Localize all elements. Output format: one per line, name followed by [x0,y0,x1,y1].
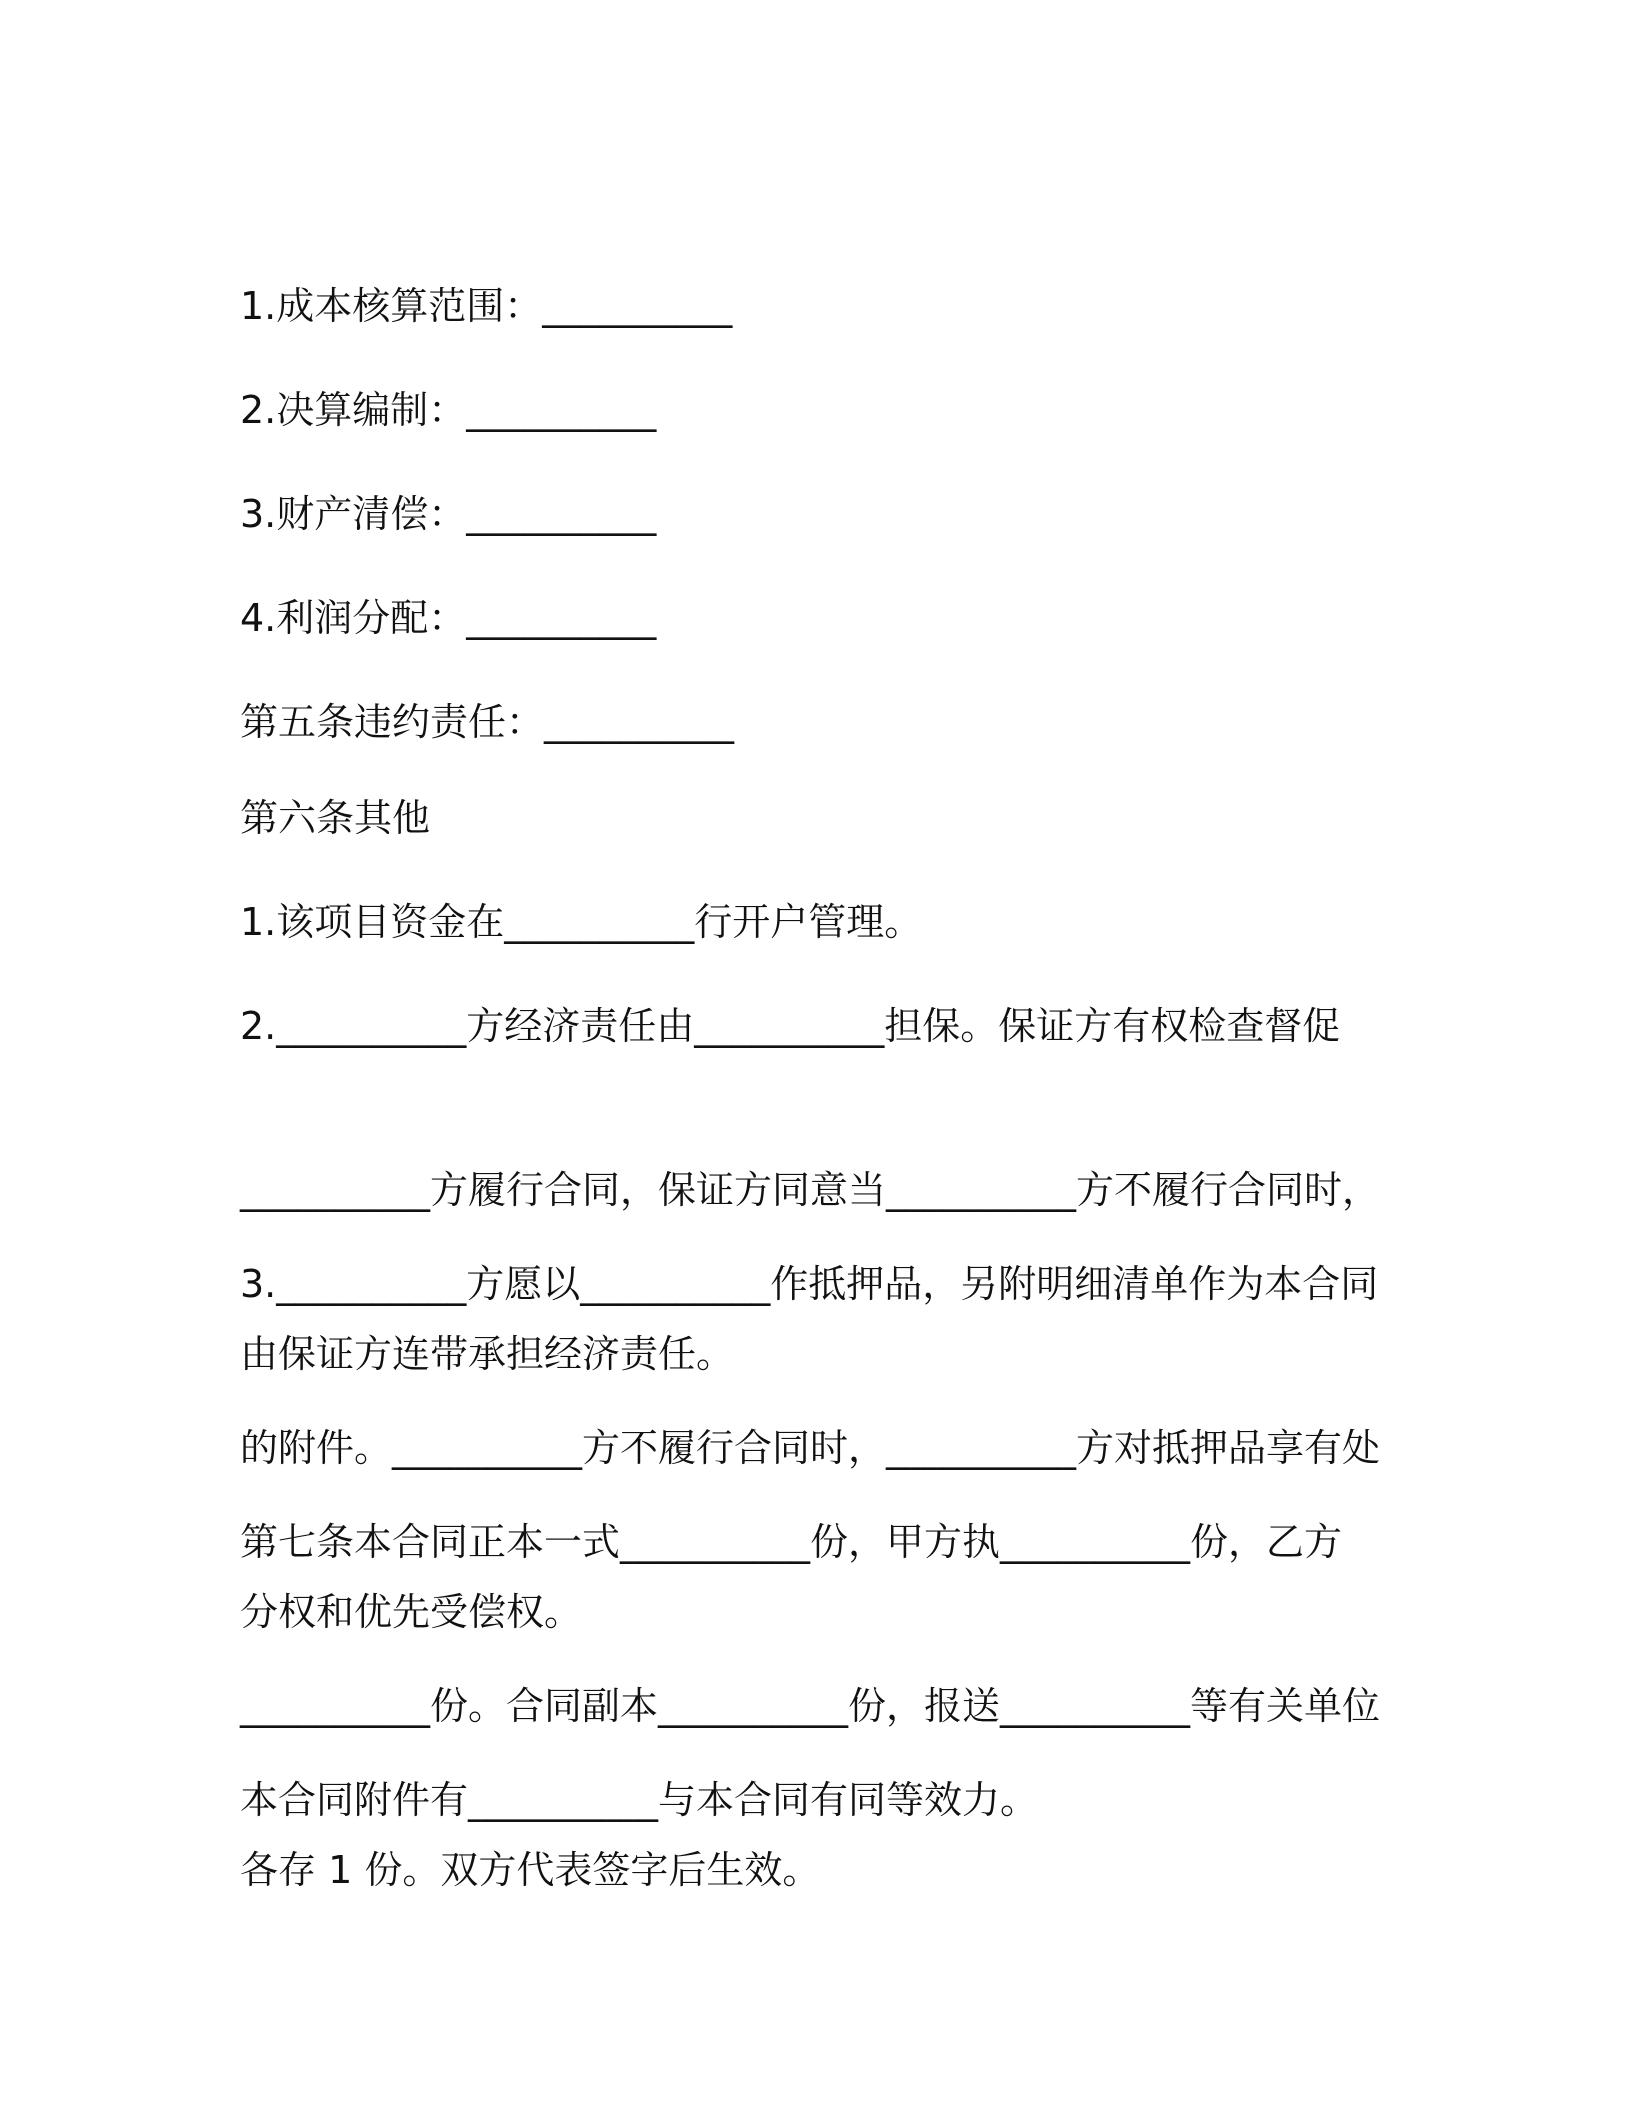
paragraph-line: 3.财产清偿：__________ [240,492,657,536]
attachments-clause [240,1682,1380,1918]
paragraph-line: 各存 1 份。双方代表签字后生效。 [240,1848,821,1892]
paragraph-line: 第七条本合同正本一式__________份，甲方执__________份，乙方 [240,1520,1343,1564]
paragraph-line: 的附件。__________方不履行合同时，__________方对抵押品享有处 [240,1426,1381,1470]
paragraph-line: 分权和优先受偿权。 [240,1590,583,1634]
paragraph-line: __________方履行合同，保证方同意当__________方不履行合同时， [240,1168,1381,1212]
paragraph-line: 3.__________方愿以__________作抵押品，另附明细清单作为本合同 [240,1262,1379,1306]
paragraph-line: 由保证方连带承担经济责任。 [240,1332,735,1376]
paragraph-line: 2.__________方经济责任由__________担保。保证方有权检查督促 [240,1004,1341,1048]
paragraph-line: 第五条违约责任：__________ [240,700,735,744]
paragraph-line: __________份。合同副本__________份，报送__________等有关单位 [240,1684,1381,1728]
paragraph-line: 2.决算编制：__________ [240,388,657,432]
paragraph-line: 1.该项目资金在__________行开户管理。 [240,900,923,944]
paragraph-line: 本合同附件有__________与本合同有同等效力。 [240,1778,1039,1822]
paragraph-line: 第六条其他 [240,796,431,840]
paragraph-line: 1.成本核算范围：__________ [240,284,733,328]
paragraph-line: 4.利润分配：__________ [240,596,657,640]
